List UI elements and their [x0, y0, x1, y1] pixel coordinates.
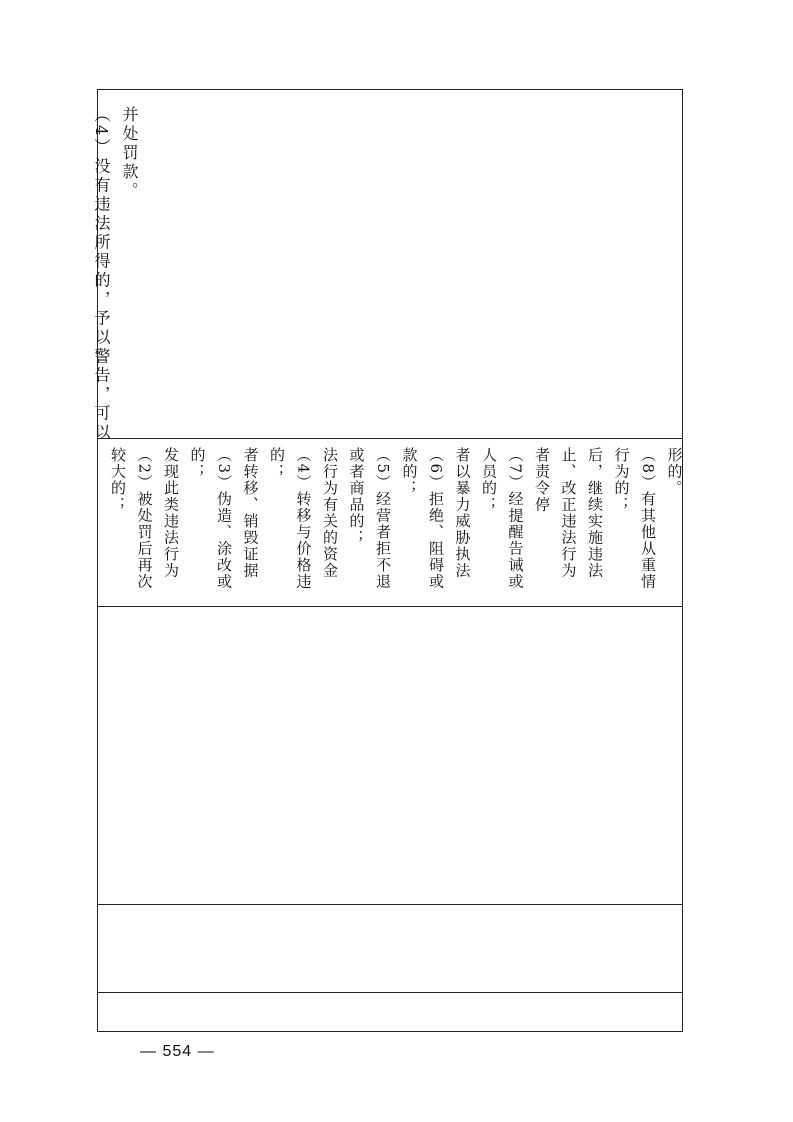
measure-item-line: 者责令停 [533, 447, 551, 513]
measure-item-line: （8）有其他从重情 [639, 447, 657, 591]
measure-item-line: 形的。 [665, 447, 684, 497]
text-line-1-1: （4）没有违法所得的，予以警告，可以 [92, 106, 111, 443]
measure-item-line: （2）被处罚后再次 [135, 447, 154, 591]
measure-item-line: 的； [268, 447, 286, 480]
measure-item-line: （7）经提醒告诫或 [506, 447, 525, 591]
measure-item-line: 较大的； [109, 447, 127, 513]
text-line-1-2: 并处罚款。 [120, 106, 139, 201]
measure-item-line: 者以暴力威胁执法 [453, 447, 472, 579]
table-row-4 [98, 905, 682, 993]
measure-item-line: 后，继续实施违法 [586, 447, 604, 579]
document-table [92, 89, 684, 1032]
table-row-3 [98, 607, 682, 905]
measure-item-line: 行为的； [612, 447, 631, 513]
measure-item-line: （3）伪造、涂改或 [215, 447, 233, 591]
table-row-1 [92, 90, 682, 443]
measure-item-line: 者转移、销毁证据 [241, 447, 260, 579]
measure-item-line: （6）拒绝、阻碍或 [427, 447, 445, 591]
measure-item-line: 人员的； [480, 447, 498, 513]
measure-item-line: （5）经营者拒不退 [374, 447, 392, 591]
table-row-5 [98, 993, 682, 1031]
measure-item-line: 款的； [400, 447, 419, 497]
measure-item-line: 止、改正违法行为 [559, 447, 578, 579]
measure-item-line: 的； [188, 447, 207, 480]
measure-item-line: 或者商品的； [347, 447, 366, 546]
measure-item-line: 发现此类违法行为 [162, 447, 180, 579]
measure-item-line: （4）转移与价格违 [294, 447, 313, 591]
table-row-2 [98, 439, 682, 607]
page-number: — 554 — [140, 1043, 215, 1060]
measure-item-line: 法行为有关的资金 [321, 447, 339, 579]
